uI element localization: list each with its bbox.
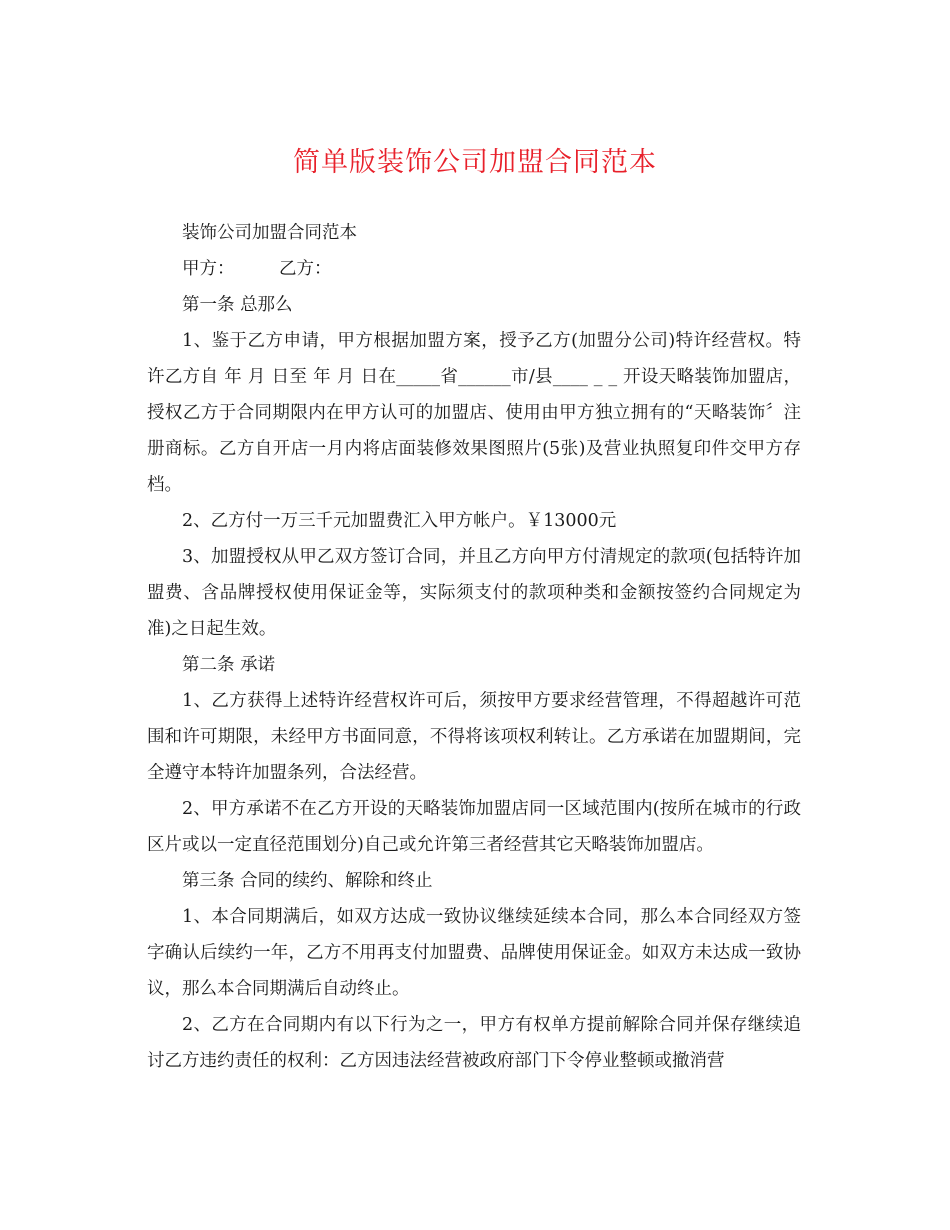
section-2-paragraph-2: 2、甲方承诺不在乙方开设的天略装饰加盟店同一区域范围内(按所在城市的行政区片或以一定直径范围划分)自己或允许第三者经营其它天略装饰加盟店。	[147, 799, 801, 855]
subtitle: 装饰公司加盟合同范本	[182, 223, 357, 243]
section-1-heading: 第一条 总那么	[182, 295, 293, 315]
section-1-paragraph-3: 3、加盟授权从甲乙双方签订合同，并且乙方向甲方付清规定的款项(包括特许加盟费、含品牌授权使用保证金等，实际须支付的款项种类和金额按签约合同规定为准)之日起生效。	[147, 547, 801, 639]
section-2-heading: 第二条 承诺	[182, 655, 276, 675]
section-3-paragraph-2: 2、乙方在合同期内有以下行为之一，甲方有权单方提前解除合同并保存继续追讨乙方违约责任的权利：乙方因违法经营被政府部门下令停业整顿或撤消营	[147, 1015, 801, 1071]
parties-line: 甲方： 乙方：	[182, 259, 332, 279]
section-1-paragraph-1: 1、鉴于乙方申请，甲方根据加盟方案，授予乙方(加盟分公司)特许经营权。特许乙方自 年 月 日至 年 月 日在_____省______市/县____ _ _ 开设天略装饰加盟店，授权乙方于合同期限内在甲方认可的加盟店、使用由甲方独立拥有的“天略装饰〞注册商标。乙方自开店一月内将店面装修效果图照片(5张)及营业执照复印件交甲方存档。	[147, 331, 801, 495]
section-3-heading: 第三条 合同的续约、解除和终止	[182, 871, 433, 891]
section-2-paragraph-1: 1、乙方获得上述特许经营权许可后，须按甲方要求经营管理，不得超越许可范围和许可期限，未经甲方书面同意，不得将该项权利转让。乙方承诺在加盟期间，完全遵守本特许加盟条列，合法经营。	[147, 691, 801, 783]
document-title: 简单版装饰公司加盟合同范本	[293, 147, 657, 178]
section-3-paragraph-1: 1、本合同期满后，如双方达成一致协议继续延续本合同，那么本合同经双方签字确认后续约一年，乙方不用再支付加盟费、品牌使用保证金。如双方未达成一致协议，那么本合同期满后自动终止。	[147, 907, 801, 999]
document-body	[147, 215, 801, 1079]
section-1-paragraph-2: 2、乙方付一万三千元加盟费汇入甲方帐户。￥13000元	[182, 511, 617, 531]
